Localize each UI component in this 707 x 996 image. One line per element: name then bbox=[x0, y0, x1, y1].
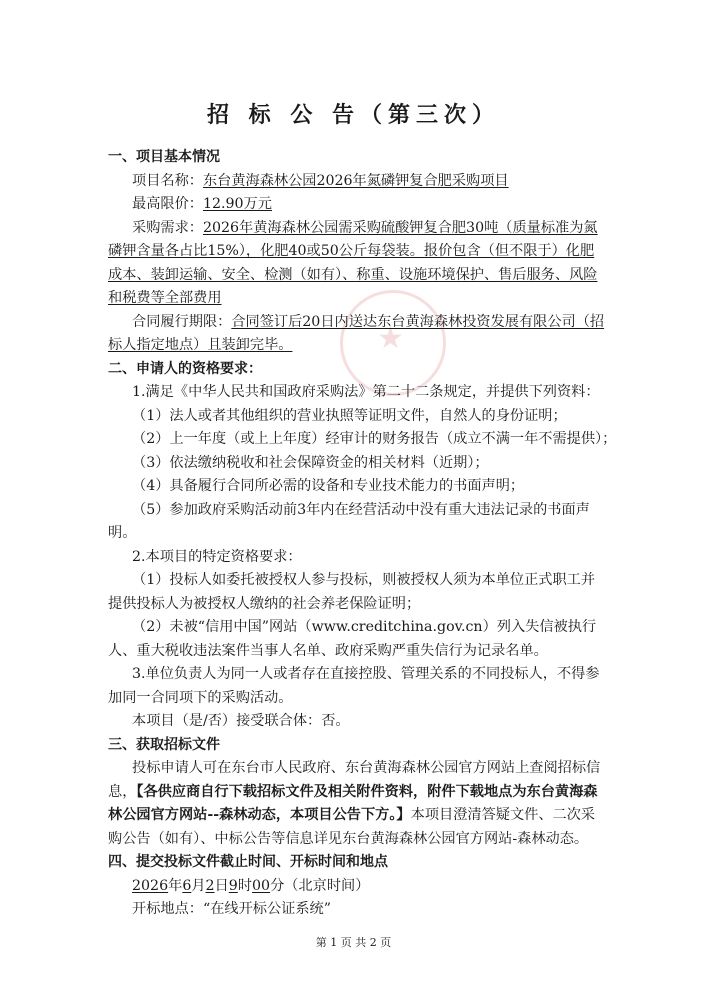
project-name-label: 项目名称： bbox=[132, 172, 203, 189]
deadline-hour: 9 bbox=[228, 877, 238, 894]
qualification-1-item-1: （1）法人或者其他组织的营业执照等证明文件，自然人的身份证明； bbox=[132, 407, 567, 424]
project-name-row bbox=[108, 170, 622, 194]
obtain-docs-line-3a: 林公园官方网站--森林动态，本项目公告下方。】 bbox=[108, 807, 411, 823]
obtain-docs-line-1: 投标申请人可在东台市人民政府、东台黄海森林公园官方网站上查阅招标信 bbox=[132, 760, 601, 776]
seal-star-icon: ★ bbox=[377, 321, 404, 356]
joint-venture-note: 本项目（是/否）接受联合体：否。 bbox=[132, 713, 350, 729]
requirement-line-2: 磷钾含量各占比15%），化肥40或50公斤每袋装。报价包含（但不限于）化肥 bbox=[108, 243, 595, 259]
qualification-1-item-2: （2）上一年度（或上上年度）经审计的财务报告（成立不满一年不需提供）； bbox=[132, 431, 617, 447]
deadline-minute-unit: 分（北京时间） bbox=[270, 877, 370, 894]
obtain-docs-line-4: 购公告（如有）、中标公告等信息详见东台黄海森林公园官方网站-森林动态。 bbox=[108, 830, 589, 847]
deadline-day-unit: 日 bbox=[214, 877, 229, 894]
qualification-2-item-2-line-2: 人、重大税收违法案件当事人名单、政府采购严重失信行为记录名单。 bbox=[108, 642, 548, 659]
qualification-1-item-5-line-2: 明。 bbox=[108, 525, 137, 541]
requirement-line-4: 和税费等全部费用 bbox=[108, 290, 222, 306]
page-title: 招 标 公 告（第三次） bbox=[207, 103, 500, 128]
qualification-1-item-3: （3）依法缴纳税收和社会保障资金的相关材料（近期）； bbox=[132, 454, 489, 471]
requirement-label: 采购需求： bbox=[132, 219, 203, 236]
requirement-line-1: 2026年黄海森林公园需采购硫酸钾复合肥30吨（质量标准为氮 bbox=[202, 219, 598, 236]
deadline-minute: 00 bbox=[252, 877, 271, 894]
opening-place: 开标地点：“在线开标公证系统” bbox=[132, 901, 331, 917]
section-heading-2: 二、申请人的资格要求： bbox=[108, 360, 262, 377]
deadline-month: 6 bbox=[182, 877, 192, 894]
contract-period-line-2: 标人指定地点）且装卸完毕。 bbox=[108, 337, 293, 353]
document-body bbox=[108, 146, 622, 922]
qualification-1-item-5-line-1: （5）参加政府采购活动前3年内在经营活动中没有重大违法记录的书面声 bbox=[132, 501, 590, 518]
obtain-docs-line-3 bbox=[108, 804, 622, 828]
qualification-1: 1.满足《中华人民共和国政府采购法》第二十二条规定，并提供下列资料： bbox=[132, 384, 600, 400]
obtain-docs-line-2b: 【各供应商自行下载招标文件及相关附件资料，附件下载地点为东台黄海森 bbox=[136, 783, 598, 800]
deadline-row bbox=[108, 875, 622, 899]
requirement-row bbox=[108, 217, 622, 241]
max-price-value: 12.90万元 bbox=[202, 196, 272, 212]
deadline-year: 2026 bbox=[132, 877, 169, 894]
obtain-docs-line-2a: 息， bbox=[108, 783, 137, 800]
deadline-year-unit: 年 bbox=[168, 877, 183, 894]
section-heading-1: 一、项目基本情况 bbox=[108, 149, 220, 165]
deadline-hour-unit: 时 bbox=[237, 877, 253, 894]
section-heading-4: 四、提交投标文件截止时间、开标时间和地点 bbox=[108, 854, 388, 870]
max-price-row bbox=[108, 193, 622, 217]
qualification-2-item-1-line-2: 提供投标人为被授权人缴纳的社会养老保险证明； bbox=[108, 595, 421, 612]
qualification-3-line-1: 3.单位负责人为同一人或者存在直接控股、管理关系的不同投标人，不得参 bbox=[132, 666, 600, 682]
project-name-value: 东台黄海森林公园2026年氮磷钾复合肥采购项目 bbox=[202, 172, 509, 189]
requirement-line-3: 成本、装卸运输、安全、检测（如有）、称重、设施环境保护、售后服务、风险 bbox=[108, 266, 598, 283]
deadline-day: 2 bbox=[205, 877, 215, 894]
page-number-footer: 第 1 页 共 2 页 bbox=[315, 936, 392, 949]
qualification-2: 2.本项目的特定资格要求： bbox=[132, 548, 302, 565]
max-price-label: 最高限价： bbox=[132, 196, 203, 212]
obtain-docs-line-2 bbox=[108, 781, 622, 805]
contract-period-label: 合同履行期限： bbox=[132, 313, 232, 330]
qualification-3-line-2: 加同一合同项下的采购活动。 bbox=[108, 689, 293, 706]
qualification-1-item-4: （4）具备履行合同所必需的设备和专业技术能力的书面声明； bbox=[132, 478, 525, 494]
contract-period-line-1: 合同签订后20日内送达东台黄海森林投资发展有限公司（招 bbox=[231, 313, 605, 330]
obtain-docs-line-3b: 本项目澄清答疑文件、二次采 bbox=[410, 807, 596, 823]
contract-period-row bbox=[108, 311, 622, 335]
section-heading-3: 三、获取招标文件 bbox=[108, 736, 220, 753]
qualification-2-item-1-line-1: （1）投标人如委托被授权人参与投标，则被授权人须为本单位正式职工并 bbox=[132, 572, 596, 588]
qualification-2-item-2-line-1: （2）未被“信用中国”网站（www.creditchina.gov.cn）列入失信被执行 bbox=[132, 619, 597, 635]
deadline-month-unit: 月 bbox=[191, 877, 206, 894]
